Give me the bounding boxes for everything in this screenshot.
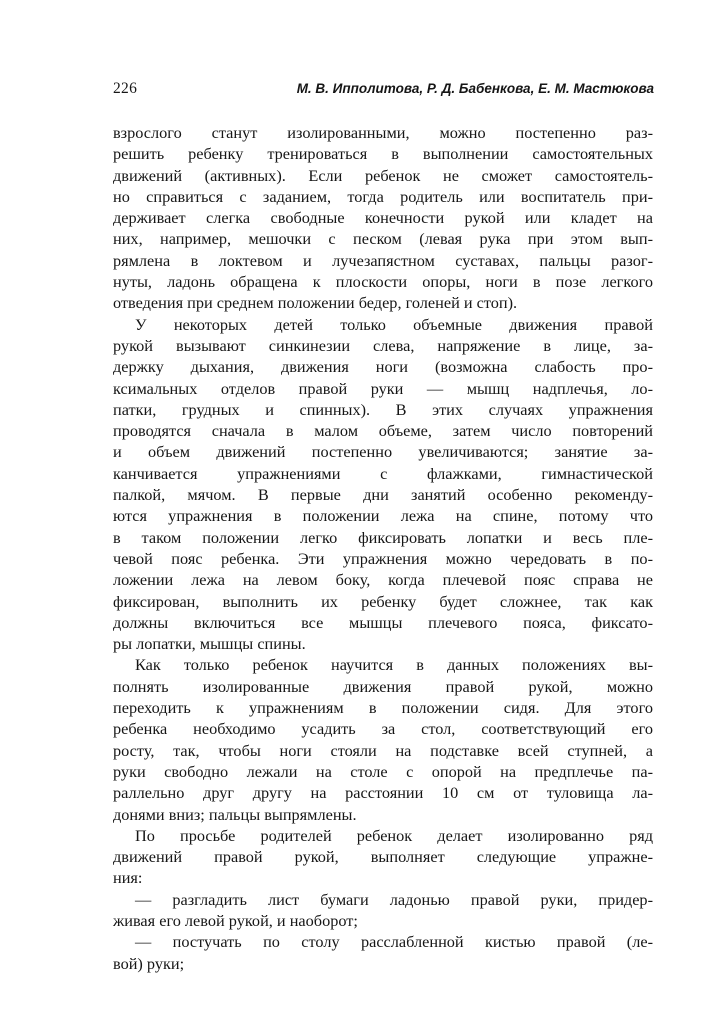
list-item-line: — постучать по столу расслабленной кистью правой (ле-	[135, 932, 653, 952]
text-line: них, например, мешочки с песком (левая рука при этом вып-	[113, 229, 653, 249]
text-line: проводятся сначала в малом объеме, затем число повторений	[113, 421, 653, 441]
text-line: У некоторых детей только объемные движения правой	[135, 314, 653, 334]
text-line: переходить к упражнениям в положении сидя. Для этого	[113, 698, 653, 718]
text-line: и объем движений постепенно увеличиваются; занятие за-	[113, 442, 653, 462]
text-line: в таком положении легко фиксировать лопатки и весь пле-	[113, 527, 653, 547]
text-line: донями вниз; пальцы выпрямлены.	[113, 804, 357, 824]
text-line: канчивается упражнениями с флажками, гимнастической	[113, 463, 653, 483]
body-text	[113, 122, 653, 974]
text-line: палкой, мячом. В первые дни занятий особенно рекоменду-	[113, 485, 653, 505]
running-head-authors: М. В. Ипполитова, Р. Д. Бабенкова, Е. М. Мастюкова	[296, 81, 654, 96]
text-line: полнять изолированные движения правой рукой, можно	[113, 676, 653, 696]
text-line: держку дыхания, движения ноги (возможна слабость про-	[113, 357, 653, 377]
text-line: ребенка необходимо усадить за стол, соответствующий его	[113, 719, 653, 739]
list-item-line: — разгладить лист бумаги ладонью правой руки, придер-	[135, 889, 653, 909]
list-item-line: вой) руки;	[113, 953, 185, 973]
text-line: движений (активных). Если ребенок не сможет самостоятель-	[113, 165, 653, 185]
text-line: но справиться с заданием, тогда родитель или воспитатель при-	[113, 186, 653, 206]
text-line: отведения при среднем положении бедер, голеней и стоп).	[113, 293, 518, 313]
text-line: чевой пояс ребенка. Эти упражнения можно чередовать в по-	[113, 548, 653, 568]
text-line: взрослого станут изолированными, можно постепенно раз-	[113, 123, 653, 142]
text-line: фиксирован, выполнить их ребенку будет сложнее, так как	[113, 591, 653, 611]
text-line: должны включиться все мышцы плечевого пояса, фиксато-	[113, 612, 653, 632]
text-line: патки, грудных и спинных). В этих случаях упражнения	[113, 399, 653, 419]
text-line: По просьбе родителей ребенок делает изолированно ряд	[135, 825, 653, 845]
page-number: 226	[113, 80, 138, 97]
text-line: Как только ребенок научится в данных положениях вы-	[135, 655, 653, 675]
text-line: решить ребенку тренироваться в выполнении самостоятельных	[113, 144, 653, 164]
text-line: росту, так, чтобы ноги стояли на подставке всей ступней, а	[113, 740, 653, 760]
text-line: нуты, ладонь обращена к плоскости опоры, ноги в позе легкого	[113, 272, 653, 292]
text-line: ры лопатки, мышцы спины.	[113, 634, 306, 654]
text-line: ния:	[113, 868, 143, 888]
text-line: рямлена в локтевом и лучезапястном суставах, пальцы разог-	[113, 250, 653, 270]
text-line: рукой вызывают синкинезии слева, напряжение в лице, за-	[113, 335, 653, 355]
text-line: держивает слегка свободные конечности рукой или кладет на	[113, 208, 653, 228]
text-line: ются упражнения в положении лежа на спине, потому что	[113, 506, 653, 526]
list-item-line: живая его левой рукой, и наоборот;	[113, 910, 358, 930]
text-line: ложении лежа на левом боку, когда плечевой пояс справа не	[113, 570, 653, 590]
page-header	[113, 80, 654, 102]
text-line: ксимальных отделов правой руки — мышц надплечья, ло-	[113, 378, 653, 398]
text-line: руки свободно лежали на столе с опорой на предплечье па-	[113, 761, 653, 781]
text-line: раллельно друг другу на расстоянии 10 см от туловища ла-	[113, 783, 653, 803]
text-line: движений правой рукой, выполняет следующие упражне-	[113, 847, 653, 867]
